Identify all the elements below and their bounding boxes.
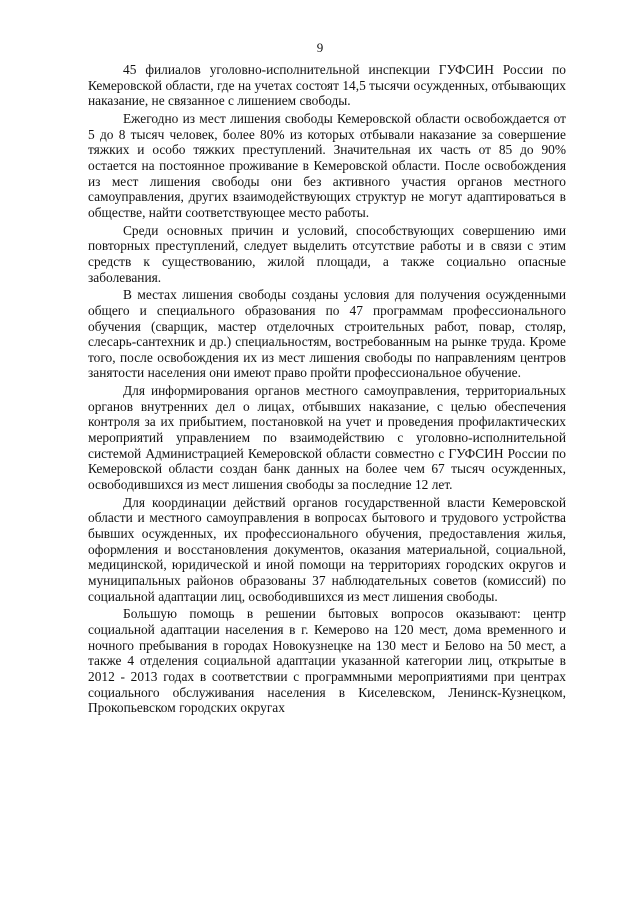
paragraph-education: В местах лишения свободы созданы условия для получения осужденными общего и специального образования по 47 программам профессионального обучения (сварщик, мастер отделочных строительных работ, повар, столяр, слесарь-сантехник и др.) специальностям, востребованным на рынке труда. Кроме того, после освобождения их из мест лишения свободы по направлениям центров занятости населения они имеют право пройти профессиональное обучение. bbox=[88, 287, 566, 381]
paragraph-branches: 45 филиалов уголовно-исполнительной инспекции ГУФСИН России по Кемеровской области, где на учетах состоят 14,5 тысячи осужденных, отбывающих наказание, не связанное с лишением свободы. bbox=[88, 62, 566, 109]
paragraph-social-centers: Большую помощь в решении бытовых вопросов оказывают: центр социальной адаптации населения в г. Кемерово на 120 мест, дома временного и ночного пребывания в городах Новокузнецке на 130 мест и Белово на 50 мест, а также 4 отделения социальной адаптации указанной категории лиц, открытые в 2012 - 2013 годах в соответствии с программными мероприятиями при центрах социального обслуживания населения в Киселевском, Ленинск-Кузнецком, Прокопьевском городских округах bbox=[88, 606, 566, 716]
paragraph-released-annually: Ежегодно из мест лишения свободы Кемеровской области освобождается от 5 до 8 тысяч человек, более 80% из которых отбывали наказание за совершение тяжких и особо тяжких преступлений. Значительная их часть от 85 до 90% остается на постоянное проживание в Кемеровской области. После освобождения из мест лишения свободы они без активного участия органов местного самоуправления, других взаимодействующих структур не могут адаптироваться в обществе, найти соответствующее место работы. bbox=[88, 110, 566, 220]
page-number: 9 bbox=[316, 40, 324, 55]
paragraph-data-bank: Для информирования органов местного самоуправления, территориальных органов внутренних дел о лицах, отбывших наказание, с целью обеспечения контроля за их прибытием, постановкой на учет и проведения профилактических мероприятий управлением по взаимодействию с уголовно-исполнительной системой Администрацией Кемеровской области совместно с ГУФСИН России по Кемеровской области создан банк данных на более чем 67 тысяч осужденных, освободившихся из мест лишения свободы за последние 12 лет. bbox=[88, 383, 566, 493]
document-body bbox=[88, 62, 566, 718]
paragraph-reasons: Среди основных причин и условий, способствующих совершению ими повторных преступлений, следует выделить отсутствие работы и в связи с этим средств к существованию, жилой площади, а также социально опасные заболевания. bbox=[88, 222, 566, 285]
paragraph-councils: Для координации действий органов государственной власти Кемеровской области и местного самоуправления в вопросах бытового и трудового устройства бывших осужденных, их профессионального обучения, предоставления жилья, оформления и восстановления документов, оказания материальной, социальной, медицинской, юридической и иной помощи на территориях городских округов и муниципальных районов образованы 37 наблюдательных советов (комиссий) по социальной адаптации лиц, освободившихся из мест лишения свободы. bbox=[88, 494, 566, 604]
